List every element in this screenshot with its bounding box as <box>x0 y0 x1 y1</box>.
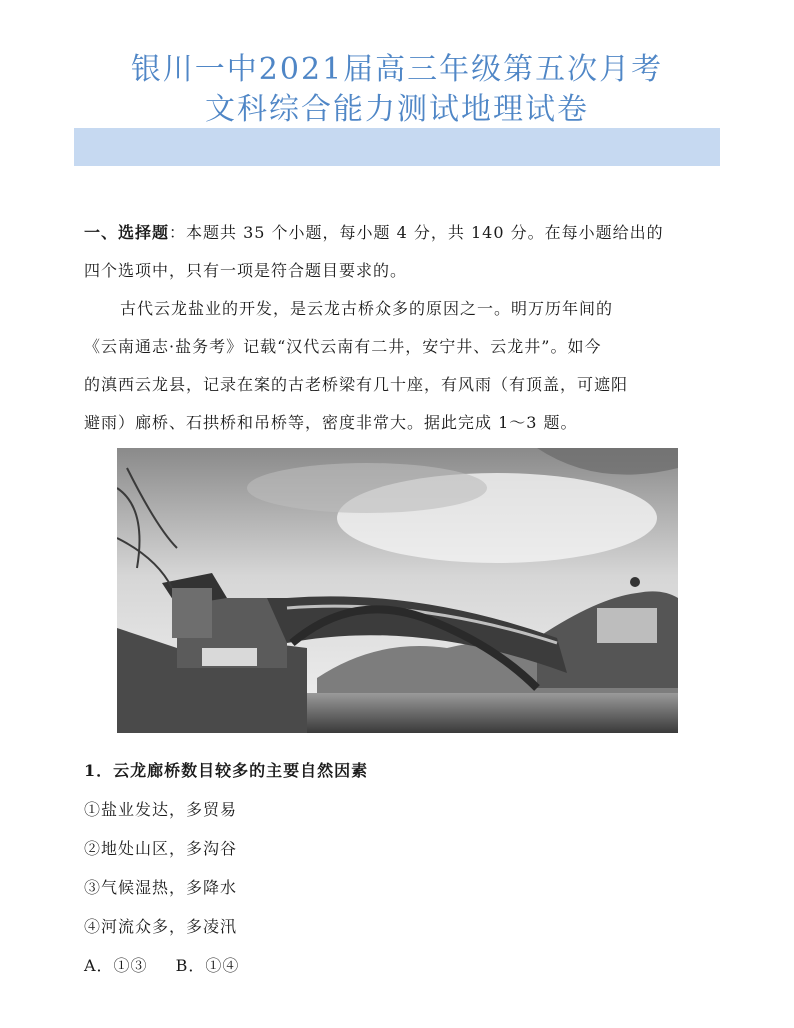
instructions-line2: 四个选项中，只有一项是符合题目要求的。 <box>84 261 408 280</box>
exam-title-line2: 文科综合能力测试地理试卷 <box>205 92 589 127</box>
header-bar <box>74 128 720 166</box>
passage-line1: 古代云龙盐业的开发，是云龙古桥众多的原因之一。明万历年间的 <box>120 299 614 318</box>
passage <box>84 290 724 442</box>
section-instructions <box>84 214 724 290</box>
covered-bridge-photo <box>117 448 678 733</box>
instructions-line1: ：本题共 35 个小题，每小题 4 分，共 140 分。在每小题给出的 <box>169 223 664 242</box>
exam-title-line1: 银川一中2021届高三年级第五次月考 <box>130 52 664 87</box>
passage-line4: 避雨）廊桥、石拱桥和吊桥等，密度非常大。据此完成 1～3 题。 <box>84 413 578 432</box>
answer-choice-b[interactable]: B．①④ <box>175 956 240 975</box>
section-heading: 一、选择题 <box>84 223 170 242</box>
question-title: 1．云龙廊桥数目较多的主要自然因素 <box>84 761 369 780</box>
question-option-1: ①盐业发达，多贸易 <box>84 800 238 819</box>
answer-choices <box>84 947 239 985</box>
question-option-4: ④河流众多，多凌汛 <box>84 917 238 936</box>
passage-line3: 的滇西云龙县，记录在案的古老桥梁有几十座，有风雨（有顶盖，可遮阳 <box>84 375 629 394</box>
answer-choice-a[interactable]: A．①③ <box>84 956 148 975</box>
question-option-3: ③气候湿热，多降水 <box>84 878 238 897</box>
passage-line2: 《云南通志·盐务考》记载“汉代云南有二井，安宁井、云龙井”。如今 <box>84 337 602 356</box>
question-option-2: ②地处山区，多沟谷 <box>84 839 238 858</box>
